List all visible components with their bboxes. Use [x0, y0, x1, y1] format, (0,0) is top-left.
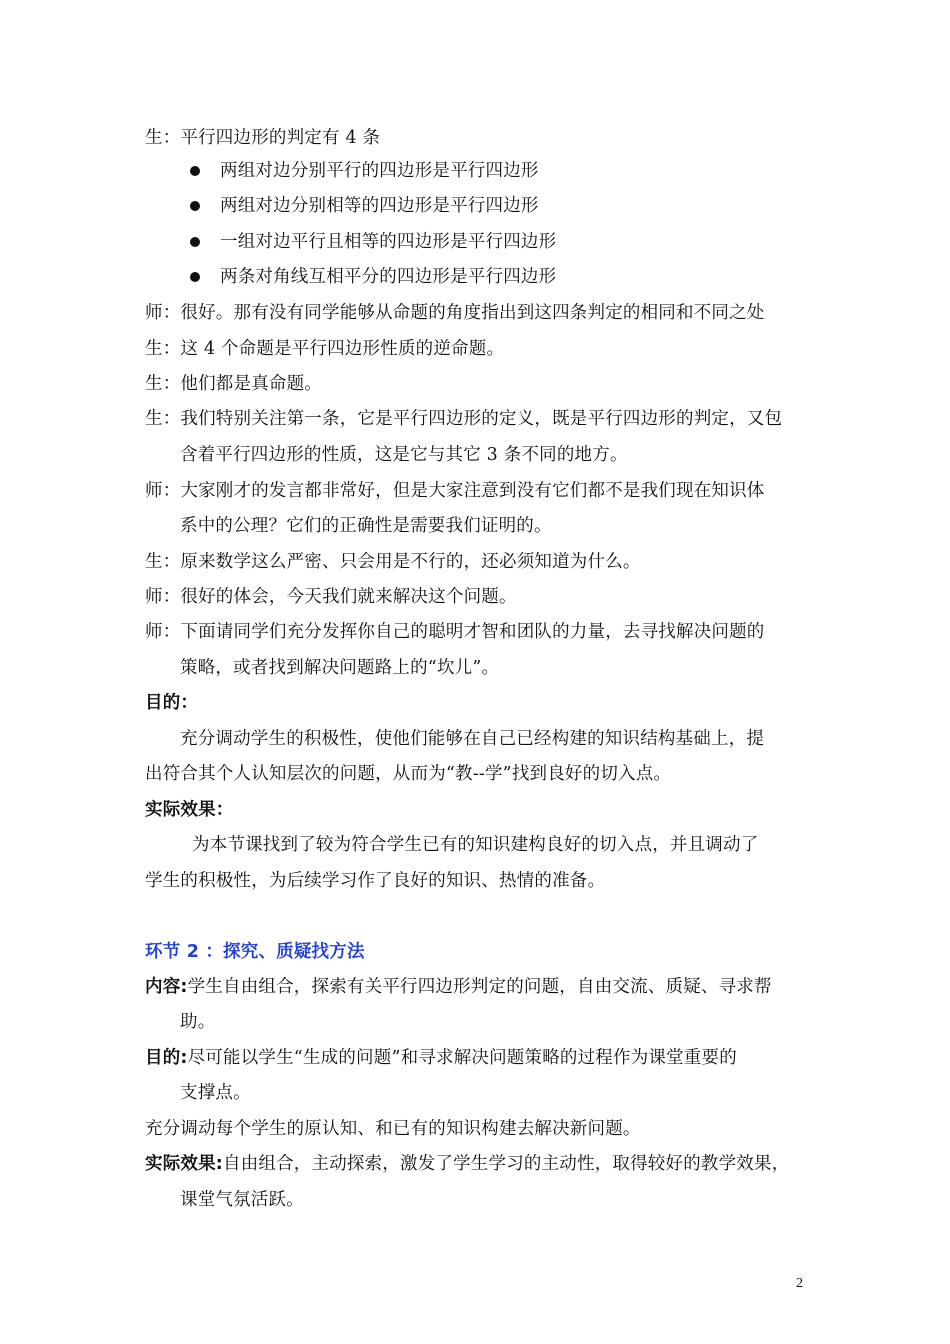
section-title: 环节 2 ：探究、质疑找方法 — [145, 942, 365, 962]
dialogue-line-cont: 系中的公理？它们的正确性是需要我们证明的。 — [180, 516, 552, 536]
criterion-item: 两组对边分别相等的四边形是平行四边形 — [220, 196, 539, 216]
effect2-text: 自由组合，主动探索，激发了学生学习的主动性，取得较好的教学效果， — [223, 1154, 790, 1174]
effect-text: 为本节课找到了较为符合学生已有的知识建构良好的切入点，并且调动了 — [192, 835, 759, 855]
purpose2-label: 目的: — [145, 1048, 188, 1068]
effect2-text-cont: 课堂气氛活跃。 — [180, 1190, 304, 1210]
content-paragraph — [145, 975, 772, 999]
effect2-paragraph — [145, 1152, 789, 1176]
dialogue-line: 生：这 4 个命题是平行四边形性质的逆命题。 — [145, 339, 505, 359]
bullet-icon — [190, 237, 200, 247]
purpose2-paragraph — [145, 1046, 737, 1070]
content-text: 学生自由组合，探索有关平行四边形判定的问题，自由交流、质疑、寻求帮 — [187, 977, 772, 997]
criterion-item: 两组对边分别平行的四边形是平行四边形 — [220, 161, 539, 181]
dialogue-line: 生：我们特别关注第一条，它是平行四边形的定义，既是平行四边形的判定，又包 — [145, 409, 783, 429]
dialogue-line: 师：很好。那有没有同学能够从命题的角度指出到这四条判定的相同和不同之处 — [145, 303, 765, 323]
purpose2-text-cont: 支撑点。 — [180, 1083, 251, 1103]
dialogue-line: 师：大家刚才的发言都非常好，但是大家注意到没有它们都不是我们现在知识体 — [145, 481, 765, 501]
dialogue-line-cont: 含着平行四边形的性质，这是它与其它 3 条不同的地方。 — [180, 445, 628, 465]
dialogue-line: 生：原来数学这么严密、只会用是不行的，还必须知道为什么。 — [145, 552, 641, 572]
criterion-item: 两条对角线互相平分的四边形是平行四边形 — [220, 267, 557, 287]
purpose-heading: 目的： — [145, 693, 199, 713]
bullet-icon — [190, 166, 200, 176]
bullet-icon — [190, 201, 200, 211]
purpose-text-cont: 出符合其个人认知层次的问题，从而为“教--学”找到良好的切入点。 — [145, 764, 672, 784]
effect-text-cont: 学生的积极性，为后续学习作了良好的知识、热情的准备。 — [145, 871, 606, 891]
dialogue-line: 师：下面请同学们充分发挥你自己的聪明才智和团队的力量，去寻找解决问题的 — [145, 622, 765, 642]
page-number: 2 — [796, 1276, 803, 1291]
content-label: 内容: — [145, 977, 188, 997]
dialogue-line: 生：他们都是真命题。 — [145, 374, 322, 394]
dialogue-intro: 生：平行四边形的判定有 4 条 — [145, 128, 381, 148]
bullet-icon — [190, 272, 200, 282]
effect2-label: 实际效果: — [145, 1154, 223, 1174]
criterion-item: 一组对边平行且相等的四边形是平行四边形 — [220, 232, 557, 252]
dialogue-line: 师：很好的体会，今天我们就来解决这个问题。 — [145, 587, 517, 607]
plain-paragraph: 充分调动每个学生的原认知、和已有的知识构建去解决新问题。 — [145, 1119, 641, 1139]
purpose2-text: 尽可能以学生“生成的问题”和寻求解决问题策略的过程作为课堂重要的 — [187, 1048, 737, 1068]
purpose-text: 充分调动学生的积极性，使他们能够在自己已经构建的知识结构基础上，提 — [180, 729, 765, 749]
content-text-cont: 助。 — [180, 1012, 216, 1032]
dialogue-line-cont: 策略，或者找到解决问题路上的“坎儿”。 — [180, 658, 500, 678]
effect-heading: 实际效果： — [145, 800, 234, 820]
